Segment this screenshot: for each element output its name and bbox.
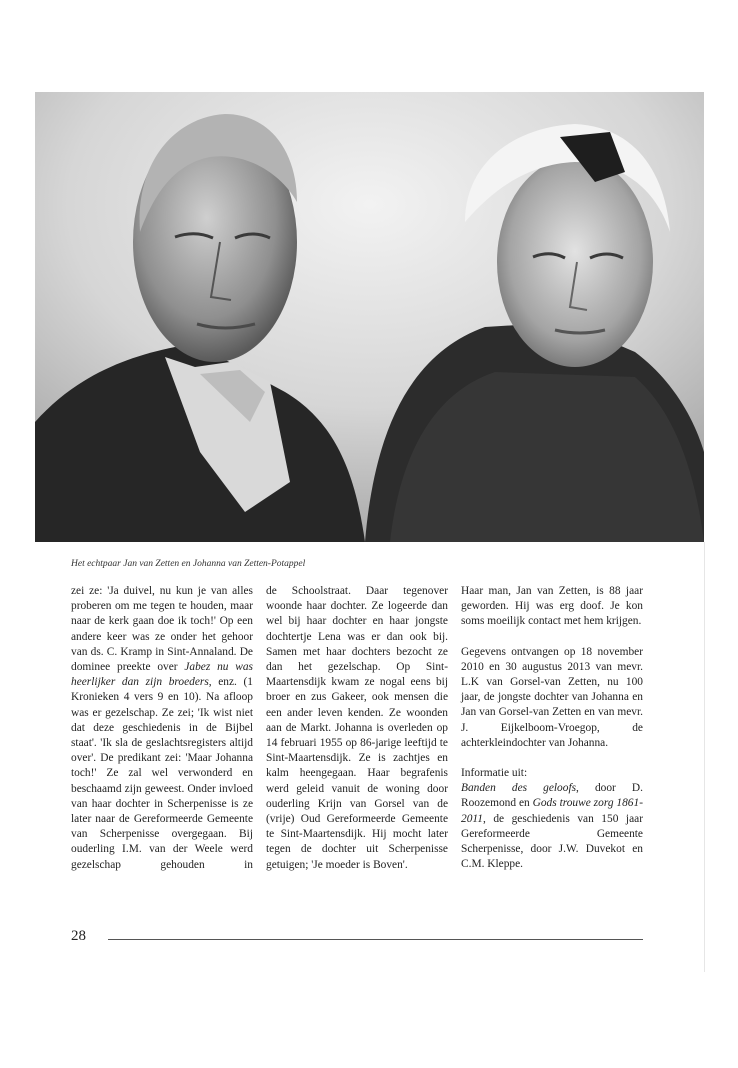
- text-column-2: [266, 584, 448, 888]
- jabez-quote: Jabez nu was heerlijker dan zijn broeders: [71, 661, 253, 689]
- column-1-paragraph: [71, 584, 253, 873]
- couple-portrait-image: [35, 92, 704, 542]
- portrait-photo: [35, 92, 704, 542]
- footer-rule: [108, 939, 643, 940]
- source-title-1: Banden des geloofs: [461, 782, 577, 795]
- page-edge-line: [704, 542, 705, 972]
- text-column-3: [461, 584, 643, 887]
- column-1-text-a: zei ze: 'Ja duivel, nu kun je van alles proberen om me tegen te houden, maar naar de kerk gaan doe ik toch!' Op een andere keer was ze onder het gehoor van ds. C. Kramp in Sint-Annaland. De dominee preekte over: [71, 585, 253, 674]
- column-2-paragraph: de Schoolstraat. Daar tegenover woonde haar dochter. Ze logeerde dan wel bij haar dochter en haar jongste dochtertje Lena was er dan ook bij. Samen met haar dochters bezocht ze dan het gezelschap. Op Sint-Maartensdijk kwam ze nogal eens bij broer en zus Gakeer, ook mensen die een ander leven kenden. Ze woonden aan de Markt. Johanna is overleden op 14 februari 1955 op 86-jarige leeftijd te Sint-Maartensdijk. Ze is zachtjes en kalm heengegaan. Haar begrafenis werd geleid vanuit de woning door ouderling Krijn van Gorsel van de (vrije) Oud Gereformeerde Gemeente te Sint-Maartensdijk. Hij mocht later tegen de dochter uit Scherpenisse getuigen; 'Je moeder is Boven'.: [266, 585, 448, 871]
- text-column-1: [71, 584, 253, 888]
- photo-caption: Het echtpaar Jan van Zetten en Johanna van Zetten-Potappel: [71, 559, 306, 569]
- sources-paragraph: [461, 781, 643, 872]
- source-text-1: , door D. Roozemond en: [461, 782, 644, 810]
- page-number: 28: [71, 928, 86, 944]
- column-3-paragraph-1: Haar man, Jan van Zetten, is 88 jaar geworden. Hij was erg doof. Je kon soms moeilijk contact met hem krijgen.: [461, 585, 643, 628]
- column-1-text-b: , enz. (1 Kronieken 4 vers 9 en 10). Na afloop was er gezelschap. Ze zei; 'Ik wist niet dat deze geschiedenis in de Bijbel staat'. 'Ik sla de geslachtsregisters altijd over'. De predikant zei: 'Maar Johanna toch!' Ze zal wel verwonderd en beschaamd zijn geweest. Onder invloed van haar dochter in Scherpenisse is ze later naar de Gereformeerde Gemeente van Scherpenisse overgegaan. Bij ouderling I.M. van der Weele werd gezelschap gehouden in: [71, 676, 254, 871]
- source-title-2: Gods trouwe zorg 1861-2011: [461, 797, 643, 825]
- info-heading: Informatie uit:: [461, 767, 528, 780]
- source-text-2: , de geschiedenis van 150 jaar Gereformeerde Gemeente Scherpenisse, door J.W. Duvekot en C.M. Kleppe.: [461, 812, 643, 871]
- column-3-paragraph-2: Gegevens ontvangen op 18 november 2010 en 30 augustus 2013 van mevr. L.K van Gorsel-van Zetten, nu 100 jaar, de jongste dochter van Johanna en Jan van Gorsel-van Zetten en van mevr. J. Eijkelboom-Vroegop, de achterkleindochter van Johanna.: [461, 645, 643, 749]
